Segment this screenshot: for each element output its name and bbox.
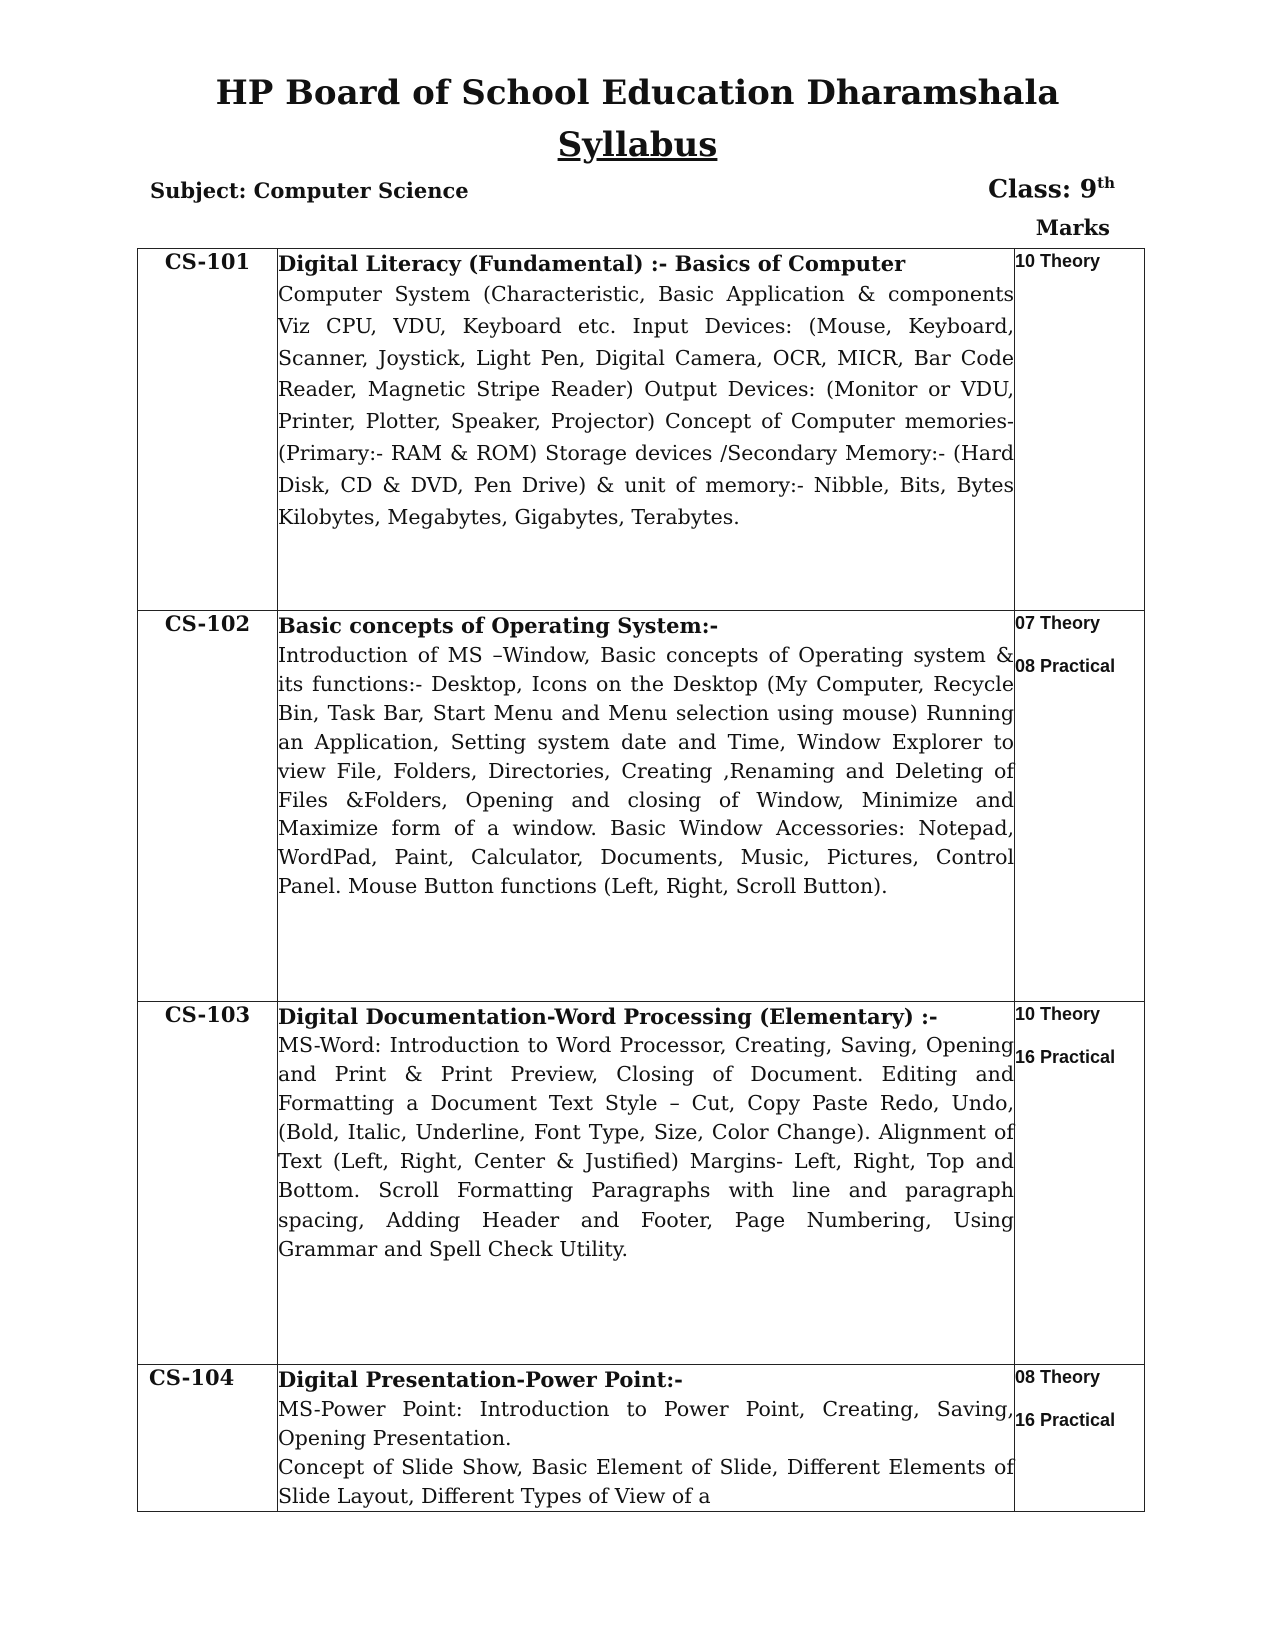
unit-heading: Digital Presentation-Power Point:- (278, 1367, 683, 1392)
unit-code: CS-101 (138, 249, 278, 611)
unit-content-continued: Concept of Slide Show, Basic Element of Slide, Different Elements of Slide Layout, Different Types of View of a (278, 1455, 1014, 1508)
unit-code: CS-103 (138, 1002, 278, 1365)
syllabus-table (137, 248, 1145, 1512)
unit-heading: Basic concepts of Operating System:- (278, 613, 719, 638)
page-title: HP Board of School Education Dharamshala (215, 73, 1060, 113)
unit-topic (278, 1365, 1015, 1512)
unit-content: Introduction of MS –Window, Basic concepts of Operating system & its functions:- Desktop, Icons on the Desktop (My Computer, Recycle Bin, Task Bar, Start Menu and Menu selection using mouse) Running an Application, Setting system date and Time, Window Explorer to view File, Folders, Directories, Creating ,Renaming and Deleting of Files &Folders, Opening and closing of Window, Minimize and Maximize form of a window. Basic Window Accessories: Notepad, WordPad, Paint, Calculator, Documents, Music, Pictures, Control Panel. Mouse Button functions (Left, Right, Scroll Button). (278, 643, 1014, 899)
theory-marks: 08 Theory (1015, 1367, 1101, 1387)
unit-marks (1015, 1002, 1145, 1365)
table-row (138, 249, 1145, 611)
unit-code: CS-104 (138, 1365, 278, 1512)
practical-marks: 16 Practical (1015, 1047, 1116, 1067)
table-row (138, 611, 1145, 1002)
theory-marks: 10 Theory (1015, 251, 1101, 271)
table-row (138, 1365, 1145, 1512)
unit-content: MS-Word: Introduction to Word Processor, Creating, Saving, Opening and Print & Print Preview, Closing of Document. Editing and Formatting a Document Text Style – Cut, Copy Paste Redo, Undo, (Bold, Italic, Underline, Font Type, Size, Color Change). Alignment of Text (Left, Right, Center & Justified) Margins- Left, Right, Top and Bottom. Scroll Formatting Paragraphs with line and paragraph spacing, Adding Header and Footer, Page Numbering, Using Grammar and Spell Check Utility. (278, 1033, 1014, 1261)
page-subtitle: Syllabus (557, 125, 718, 165)
class-superscript: th (1097, 174, 1115, 192)
unit-heading: Digital Documentation-Word Processing (Elementary) :- (278, 1004, 938, 1029)
practical-marks: 16 Practical (1015, 1410, 1116, 1430)
table-row (138, 1002, 1145, 1365)
marks-heading: Marks (1035, 215, 1110, 240)
subject-label: Subject: Computer Science (150, 178, 469, 203)
unit-content: MS-Power Point: Introduction to Power Point, Creating, Saving, Opening Presentation. (278, 1397, 1014, 1450)
unit-marks (1015, 611, 1145, 1002)
unit-marks (1015, 1365, 1145, 1512)
practical-marks: 08 Practical (1015, 656, 1116, 676)
unit-marks (1015, 249, 1145, 611)
unit-content: Computer System (Characteristic, Basic Application & components Viz CPU, VDU, Keyboard etc. Input Devices: (Mouse, Keyboard, Scanner, Joystick, Light Pen, Digital Camera, OCR, MICR, Bar Code Reader, Magnetic Stripe Reader) Output Devices: (Monitor or VDU, Printer, Plotter, Speaker, Projector) Concept of Computer memories- (Primary:- RAM & ROM) Storage devices /Secondary Memory:- (Hard Disk, CD & DVD, Pen Drive) & unit of memory:- Nibble, Bits, Bytes Kilobytes, Megabytes, Gigabytes, Terabytes. (278, 282, 1014, 529)
unit-topic (278, 249, 1015, 611)
unit-topic (278, 1002, 1015, 1365)
unit-code: CS-102 (138, 611, 278, 1002)
class-text: Class: 9 (988, 174, 1098, 204)
unit-heading: Digital Literacy (Fundamental) :- Basics of Computer (278, 251, 906, 276)
theory-marks: 10 Theory (1015, 1004, 1101, 1024)
class-label (988, 174, 1115, 203)
theory-marks: 07 Theory (1015, 613, 1101, 633)
unit-topic (278, 611, 1015, 1002)
